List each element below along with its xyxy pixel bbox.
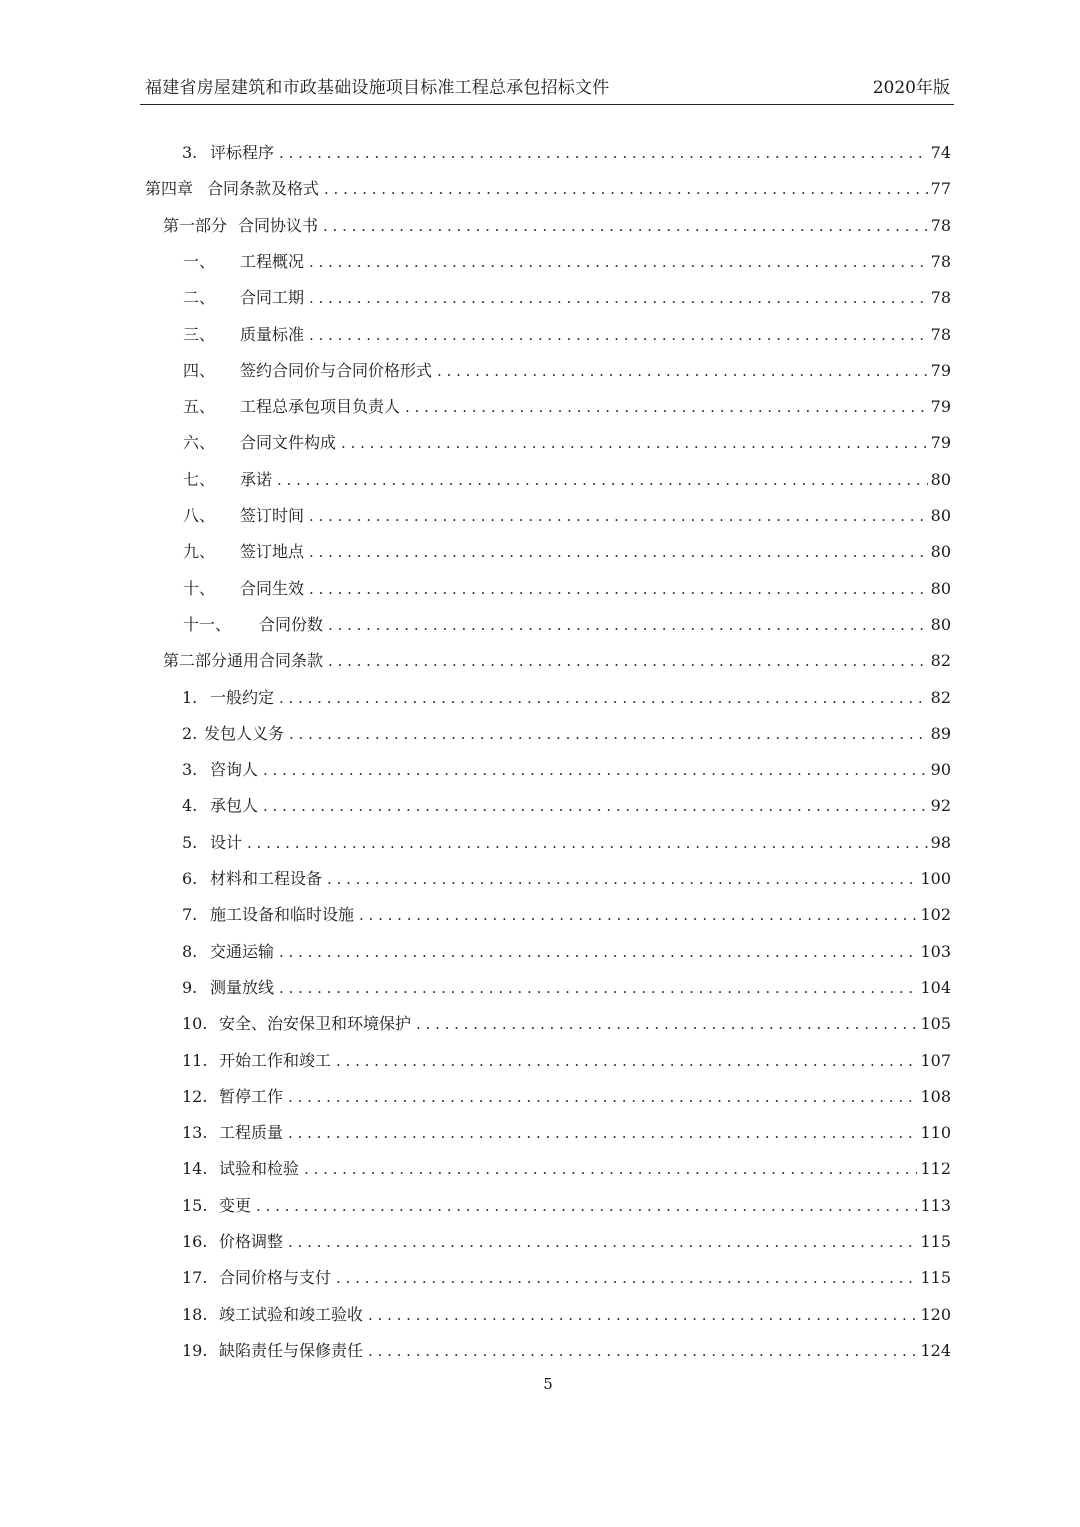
toc-entry-number: 2. [182, 723, 198, 743]
toc-entry-number: 10. [182, 1014, 208, 1034]
toc-entry-heading [183, 252, 304, 272]
toc-leader-dots [341, 433, 928, 453]
toc-entry[interactable] [182, 1188, 951, 1224]
toc-entry[interactable] [183, 498, 951, 534]
toc-entry[interactable] [182, 1006, 951, 1042]
toc-entry-heading [183, 325, 304, 345]
toc-entry-title: 质量标准 [240, 324, 305, 344]
toc-entry-number: 四、 [183, 360, 216, 380]
toc-entry-title: 咨询人 [210, 760, 259, 780]
toc-leader-dots [289, 724, 928, 744]
toc-entry-heading [182, 1159, 299, 1179]
toc-entry-page: 79 [930, 433, 951, 453]
toc-entry-heading [182, 869, 322, 889]
toc-entry[interactable] [182, 1333, 951, 1369]
toc-entry-heading [182, 1087, 283, 1107]
toc-entry-number: 一、 [183, 251, 216, 271]
toc-entry-page: 115 [920, 1232, 951, 1251]
toc-entry-heading [182, 1196, 251, 1216]
toc-entry-heading [163, 216, 318, 236]
toc-entry-heading [182, 1341, 363, 1361]
toc-entry-title: 施工设备和临时设施 [210, 905, 355, 925]
toc-leader-dots [359, 905, 917, 925]
toc-entry-number: 19. [182, 1340, 208, 1360]
toc-entry[interactable] [182, 680, 951, 716]
toc-entry[interactable] [183, 425, 951, 461]
toc-entry-page: 80 [930, 506, 951, 525]
toc-entry-number: 4. [182, 796, 198, 816]
toc-entry-title: 承诺 [240, 469, 273, 489]
toc-entry-page: 77 [930, 179, 951, 199]
toc-entry-title: 试验和检验 [219, 1159, 300, 1179]
toc-entry-number: 3. [182, 143, 198, 162]
toc-entry-page: 112 [920, 1159, 951, 1179]
toc-entry-title: 工程总承包项目负责人 [240, 397, 401, 417]
toc-entry-page: 78 [930, 324, 951, 344]
toc-entry-page: 82 [930, 687, 951, 707]
toc-entry-heading [182, 833, 242, 853]
toc-entry[interactable] [183, 353, 951, 389]
toc-entry-title: 承包人 [210, 796, 259, 816]
toc-entry-number: 5. [182, 832, 198, 852]
toc-entry-title: 一般约定 [210, 687, 275, 707]
toc-entry-heading [183, 470, 272, 490]
toc-entry-heading [183, 397, 400, 417]
toc-entry-page: 80 [930, 542, 951, 562]
toc-leader-dots [247, 833, 928, 853]
toc-entry-number: 十一、 [183, 614, 232, 634]
toc-entry-title: 发包人义务 [204, 723, 285, 743]
toc-entry[interactable] [183, 389, 951, 425]
toc-entry[interactable] [183, 244, 951, 280]
toc-entry-heading [182, 760, 258, 780]
toc-entry-number: 9. [182, 977, 198, 997]
toc-leader-dots [328, 651, 928, 671]
toc-entry-page: 79 [930, 397, 951, 417]
toc-entry-title: 签约合同价与合同价格形式 [240, 360, 433, 380]
toc-entry-page: 78 [930, 288, 951, 308]
toc-entry-number: 13. [182, 1123, 208, 1143]
toc-entry-title: 暂停工作 [219, 1086, 284, 1106]
toc-entry-heading [182, 143, 274, 163]
toc-entry-number: 三、 [183, 324, 216, 344]
toc-entry-page: 80 [930, 469, 951, 489]
toc-entry-page: 89 [930, 723, 951, 743]
toc-entry-title: 第二部分通用合同条款 [163, 651, 324, 671]
toc-entry-heading [182, 796, 258, 816]
toc-leader-dots [263, 760, 928, 780]
toc-entry[interactable] [182, 897, 951, 933]
toc-entry-heading [182, 1051, 331, 1071]
toc-entry-heading [182, 688, 274, 708]
toc-entry-page: 98 [930, 832, 951, 852]
toc-leader-dots [279, 942, 917, 962]
toc-leader-dots [279, 688, 928, 708]
toc-entry-number: 第一部分 [163, 215, 228, 235]
toc-entry[interactable] [182, 135, 951, 171]
toc-entry[interactable] [163, 208, 951, 244]
toc-leader-dots [263, 796, 928, 816]
toc-entry-page: 80 [930, 614, 951, 634]
toc-entry-number: 15. [182, 1195, 208, 1215]
toc-entry-page: 104 [920, 977, 951, 997]
toc-entry-heading [182, 1305, 363, 1325]
toc-entry-page: 120 [920, 1304, 951, 1324]
toc-entry-title: 工程质量 [219, 1123, 284, 1143]
toc-leader-dots [336, 1268, 917, 1288]
toc-entry-page: 100 [920, 869, 951, 888]
toc-entry-title: 价格调整 [219, 1232, 284, 1251]
toc-leader-dots [309, 325, 928, 345]
toc-entry-page: 113 [920, 1195, 951, 1215]
toc-leader-dots [277, 470, 928, 490]
toc-leader-dots [288, 1232, 917, 1252]
toc-entry-page: 78 [930, 215, 951, 235]
toc-entry-number: 六、 [183, 433, 216, 453]
toc-entry-heading [183, 433, 336, 453]
toc-entry[interactable] [182, 1297, 951, 1333]
toc-entry-number: 17. [182, 1268, 208, 1288]
toc-leader-dots [304, 1159, 917, 1179]
toc-entry-heading [182, 905, 354, 925]
toc-entry-heading [183, 615, 323, 635]
toc-leader-dots [416, 1014, 917, 1034]
toc-entry-title: 安全、治安保卫和环境保护 [219, 1014, 412, 1034]
toc-entry[interactable] [183, 280, 951, 316]
edition-label: 2020年版 [872, 78, 950, 98]
toc-entry-number: 12. [182, 1086, 208, 1106]
toc-entry[interactable] [183, 571, 951, 607]
toc-entry[interactable] [182, 1151, 951, 1187]
toc-entry-heading [183, 506, 304, 526]
toc-entry-number: 8. [182, 941, 198, 961]
toc-leader-dots [405, 397, 928, 417]
toc-entry-number: 五、 [183, 397, 216, 417]
toc-entry-page: 79 [930, 360, 951, 380]
toc-entry-title: 签订时间 [240, 506, 305, 525]
toc-leader-dots [288, 1087, 917, 1107]
toc-entry-number: 6. [182, 869, 198, 888]
toc-entry[interactable] [183, 462, 951, 498]
toc-entry-heading [183, 288, 304, 308]
toc-entry[interactable] [182, 825, 951, 861]
toc-entry[interactable] [182, 861, 951, 897]
toc-entry-page: 108 [920, 1086, 951, 1106]
toc-entry-title: 交通运输 [210, 941, 275, 961]
toc-leader-dots [279, 978, 917, 998]
toc-entry-number: 16. [182, 1232, 208, 1251]
toc-entry-title: 测量放线 [210, 977, 275, 997]
toc-entry-heading [182, 1123, 283, 1143]
toc-entry[interactable] [182, 716, 951, 752]
toc-entry[interactable] [182, 1079, 951, 1115]
toc-entry-page: 124 [920, 1340, 951, 1360]
toc-entry[interactable] [163, 643, 951, 679]
toc-entry-title: 竣工试验和竣工验收 [219, 1304, 364, 1324]
toc-leader-dots [309, 288, 928, 308]
toc-entry-heading [182, 724, 284, 744]
page-header [140, 76, 954, 105]
toc-leader-dots [324, 179, 928, 199]
toc-leader-dots [437, 361, 928, 381]
toc-entry-heading [182, 942, 274, 962]
toc-entry-heading [163, 651, 323, 671]
toc-entry-page: 78 [930, 251, 951, 271]
toc-entry-page: 82 [930, 651, 951, 671]
toc-entry-number: 八、 [183, 506, 216, 525]
toc-entry-title: 合同生效 [240, 578, 305, 598]
toc-entry-number: 九、 [183, 542, 216, 562]
toc-entry-heading [182, 1232, 283, 1252]
toc-leader-dots [309, 579, 928, 599]
toc-entry-number: 十、 [183, 578, 216, 598]
toc-entry-title: 签订地点 [240, 542, 305, 562]
toc-entry-page: 105 [920, 1014, 951, 1034]
toc-entry[interactable] [182, 752, 951, 788]
toc-entry-page: 103 [920, 941, 951, 961]
toc-entry-heading [145, 179, 319, 199]
toc-entry-heading [183, 361, 432, 381]
toc-leader-dots [323, 216, 928, 236]
toc-entry-number: 1. [182, 687, 198, 707]
toc-entry-title: 缺陷责任与保修责任 [219, 1340, 364, 1360]
toc-entry-number: 18. [182, 1304, 208, 1324]
toc-entry-number: 11. [182, 1050, 208, 1070]
toc-leader-dots [288, 1123, 917, 1143]
toc-entry-title: 合同条款及格式 [207, 179, 320, 199]
toc-entry-title: 变更 [219, 1195, 252, 1215]
toc-entry-page: 90 [930, 760, 951, 780]
toc-entry-number: 第四章 [145, 179, 194, 199]
toc-entry-title: 工程概况 [240, 251, 305, 271]
toc-entry-title: 评标程序 [210, 143, 275, 162]
toc-entry-heading [182, 978, 274, 998]
toc-entry[interactable] [183, 534, 951, 570]
toc-leader-dots [256, 1196, 917, 1216]
toc-entry[interactable] [182, 970, 951, 1006]
toc-entry-title: 材料和工程设备 [210, 869, 323, 888]
toc-entry[interactable] [182, 1043, 951, 1079]
toc-entry[interactable] [182, 1115, 951, 1151]
toc-entry-number: 3. [182, 760, 198, 780]
toc-entry-number: 七、 [183, 469, 216, 489]
toc-leader-dots [309, 542, 928, 562]
toc-entry-heading [182, 1268, 331, 1288]
toc-entry-title: 合同工期 [240, 288, 305, 308]
toc-entry-title: 合同价格与支付 [219, 1268, 332, 1288]
toc-entry-title: 合同文件构成 [240, 433, 337, 453]
toc-entry-title: 开始工作和竣工 [219, 1050, 332, 1070]
toc-leader-dots [309, 252, 928, 272]
toc-entry-title: 设计 [210, 832, 243, 852]
toc-entry-heading [182, 1014, 411, 1034]
toc-entry[interactable] [182, 1224, 951, 1260]
toc-entry[interactable] [183, 607, 951, 643]
toc-entry-number: 7. [182, 905, 198, 925]
toc-entry-heading [183, 542, 304, 562]
toc-entry-number: 14. [182, 1159, 208, 1179]
toc-entry-title: 合同份数 [259, 614, 324, 634]
toc-entry-title: 合同协议书 [238, 215, 319, 235]
document-title: 福建省房屋建筑和市政基础设施项目标准工程总承包招标文件 [145, 78, 610, 98]
toc-entry[interactable] [182, 1260, 951, 1296]
toc-entry[interactable] [182, 788, 951, 824]
toc-entry-page: 107 [920, 1050, 951, 1070]
toc-leader-dots [279, 143, 928, 163]
toc-leader-dots [328, 615, 928, 635]
toc-leader-dots [327, 869, 917, 889]
toc-entry-page: 115 [920, 1268, 951, 1288]
toc-entry[interactable] [183, 317, 951, 353]
toc-leader-dots [309, 506, 928, 526]
toc-entry[interactable] [182, 934, 951, 970]
page-number: 5 [543, 1375, 553, 1393]
toc-entry-page: 102 [920, 905, 951, 925]
toc-entry[interactable] [145, 171, 951, 207]
toc-entry-page: 74 [930, 143, 951, 162]
toc-entry-heading [183, 579, 304, 599]
toc-entry-number: 二、 [183, 288, 216, 308]
toc-entry-page: 80 [930, 578, 951, 598]
toc-leader-dots [368, 1305, 917, 1325]
toc-leader-dots [368, 1341, 917, 1361]
toc-leader-dots [336, 1051, 917, 1071]
toc-entry-page: 92 [930, 796, 951, 816]
toc-entry-page: 110 [920, 1123, 951, 1143]
